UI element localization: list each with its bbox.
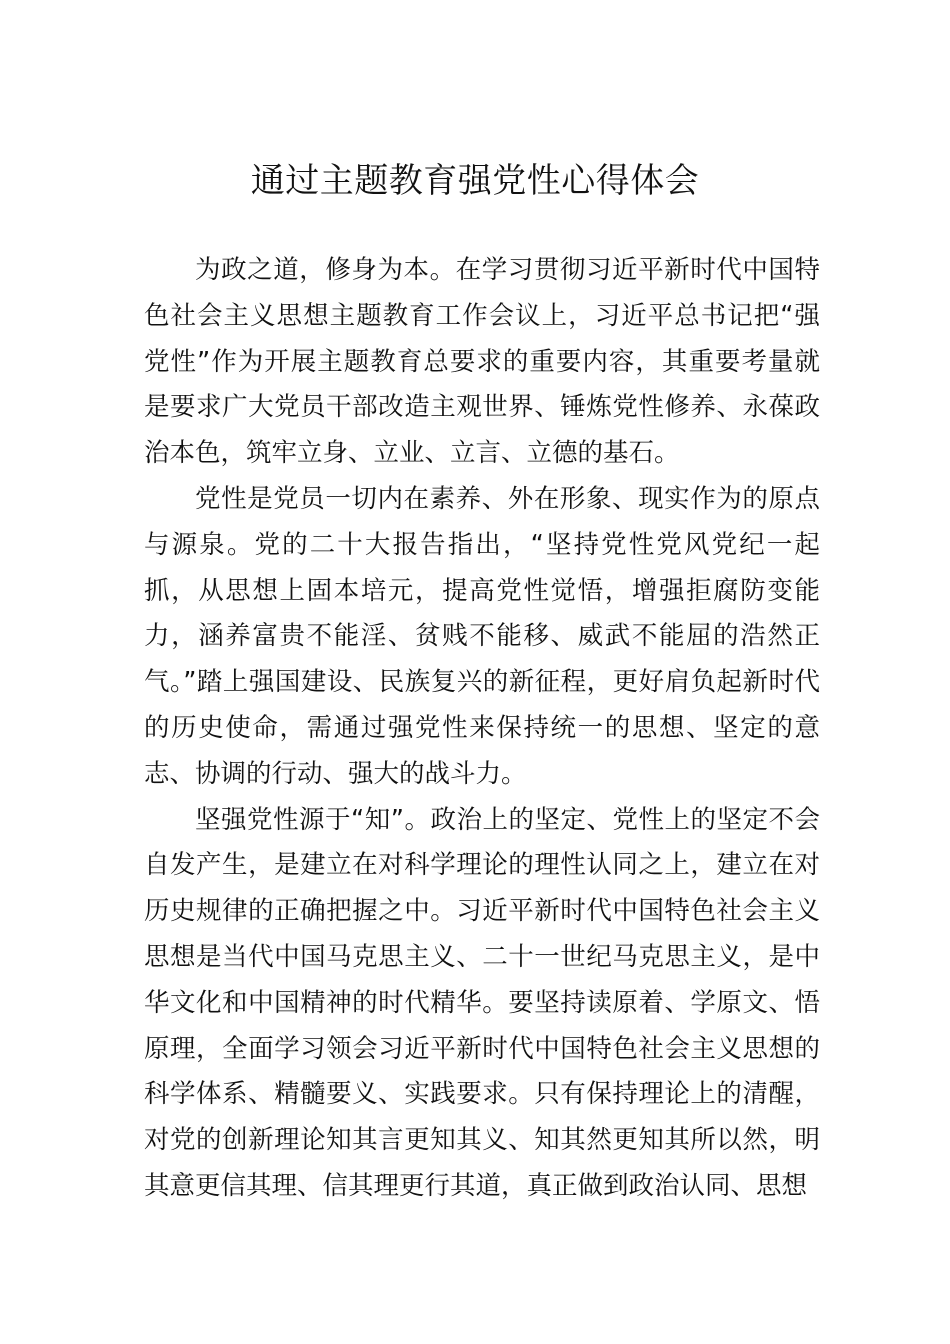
document-title: 通过主题教育强党性心得体会 [250,161,700,201]
paragraph-2: 党性是党员一切内在素养、外在形象、现实作为的原点与源泉。党的二十大报告指出，“坚持党性党风党纪一起抓，从思想上固本培元，提高党性觉悟，增强拒腐防变能力，涵养富贵不能淫、贫贱不能移、威武不能屈的浩然正气。”踏上强国建设、民族复兴的新征程，更好肩负起新时代的历史使命，需通过强党性来保持统一的思想、坚定的意志、协调的行动、强大的战斗力。 [144,483,820,789]
document-body [144,248,820,1210]
paragraph-1: 为政之道，修身为本。在学习贯彻习近平新时代中国特色社会主义思想主题教育工作会议上，习近平总书记把“强党性”作为开展主题教育总要求的重要内容，其重要考量就是要求广大党员干部改造主观世界、锤炼党性修养、永葆政治本色，筑牢立身、立业、立言、立德的基石。 [144,255,820,469]
paragraph-3: 坚强党性源于“知”。政治上的坚定、党性上的坚定不会自发产生，是建立在对科学理论的理性认同之上，建立在对历史规律的正确把握之中。习近平新时代中国特色社会主义思想是当代中国马克思主义、二十一世纪马克思主义，是中华文化和中国精神的时代精华。要坚持读原着、学原文、悟原理，全面学习领会习近平新时代中国特色社会主义思想的科学体系、精髓要义、实践要求。只有保持理论上的清醒， 对党的创新理论知其言更知其义、知其然更知其所以然，明其意更信其理、信其理更行其道，真正做到政治认同、思想 [144,804,820,1201]
